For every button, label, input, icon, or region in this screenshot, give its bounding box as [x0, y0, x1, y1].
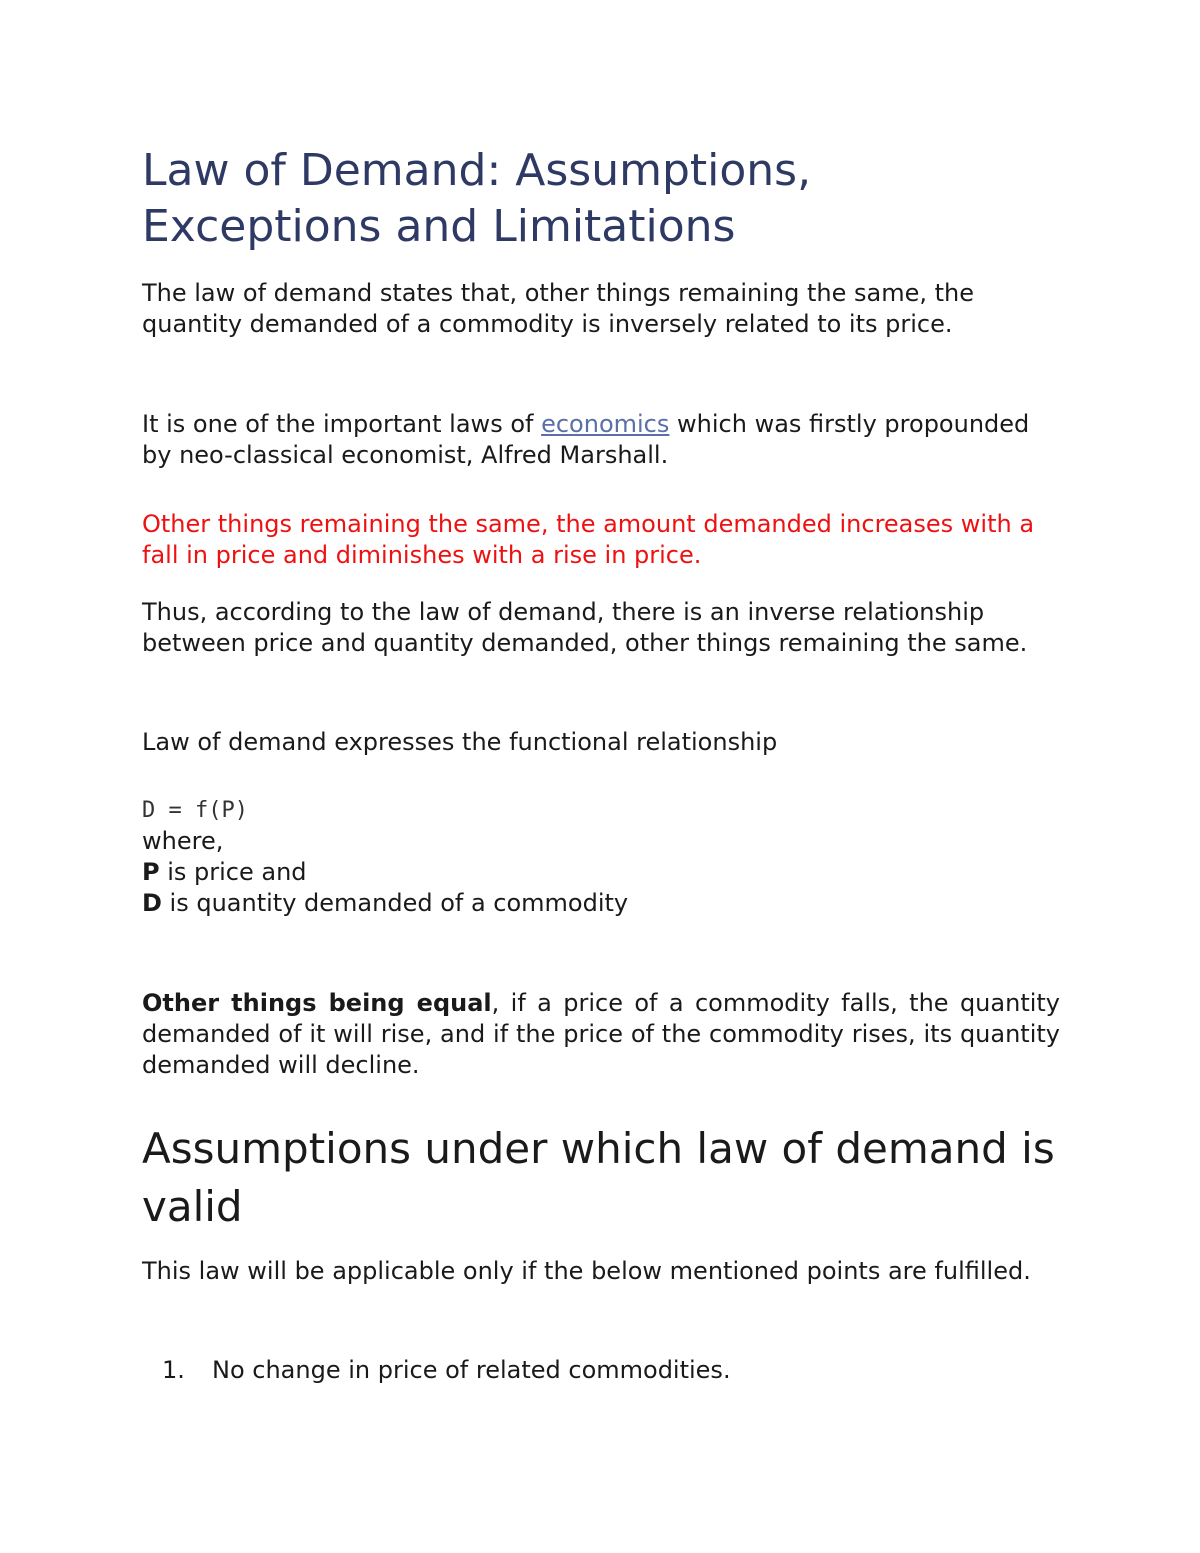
definition-p	[142, 857, 1042, 888]
paragraph-marshall	[142, 409, 1042, 471]
list-item	[162, 1355, 731, 1386]
title-line-2: Exceptions and Limitations	[142, 201, 736, 252]
definition-d-text: is quantity demanded of a commodity	[161, 889, 629, 917]
document-title	[142, 143, 811, 255]
definition-p-text: is price and	[159, 858, 307, 886]
definition-d	[142, 888, 1042, 919]
list-number: 1.	[162, 1356, 185, 1384]
formula: D = f(P)	[142, 798, 248, 823]
paragraph-marshall-start: It is one of the important laws of	[142, 410, 542, 438]
paragraph-inverse-relationship: Thus, according to the law of demand, there is an inverse relationship between price and quantity demanded, other things remaining the same.	[142, 598, 1028, 657]
where-label: where,	[142, 827, 224, 855]
symbol-p: P	[142, 858, 160, 886]
paragraph-marshall-end: which was firstly propounded by neo-classical economist, Alfred Marshall.	[142, 410, 1030, 469]
paragraph-definition: The law of demand states that, other things remaining the same, the quantity demanded of a commodity is inversely related to its price.	[142, 279, 975, 338]
bold-phrase: Other things being equal	[142, 989, 492, 1017]
symbol-d: D	[142, 889, 162, 917]
paragraph-functional-relationship: Law of demand expresses the functional relationship	[142, 728, 778, 756]
list-item-text: No change in price of related commodities.	[212, 1356, 731, 1384]
paragraph-other-things-equal	[142, 988, 1060, 1081]
title-line-1: Law of Demand: Assumptions,	[142, 145, 812, 196]
section-heading-assumptions: Assumptions under which law of demand is valid	[142, 1124, 1055, 1231]
paragraph-applicability: This law will be applicable only if the below mentioned points are fulfilled.	[142, 1257, 1031, 1285]
highlighted-statement: Other things remaining the same, the amount demanded increases with a fall in price and diminishes with a rise in price.	[142, 510, 1035, 569]
paragraph-other-things-equal-text: , if a price of a commodity falls, the quantity demanded of it will rise, and if the price of the commodity rises, its quantity demanded will decline.	[142, 989, 1061, 1079]
economics-link[interactable]: economics	[541, 410, 670, 438]
